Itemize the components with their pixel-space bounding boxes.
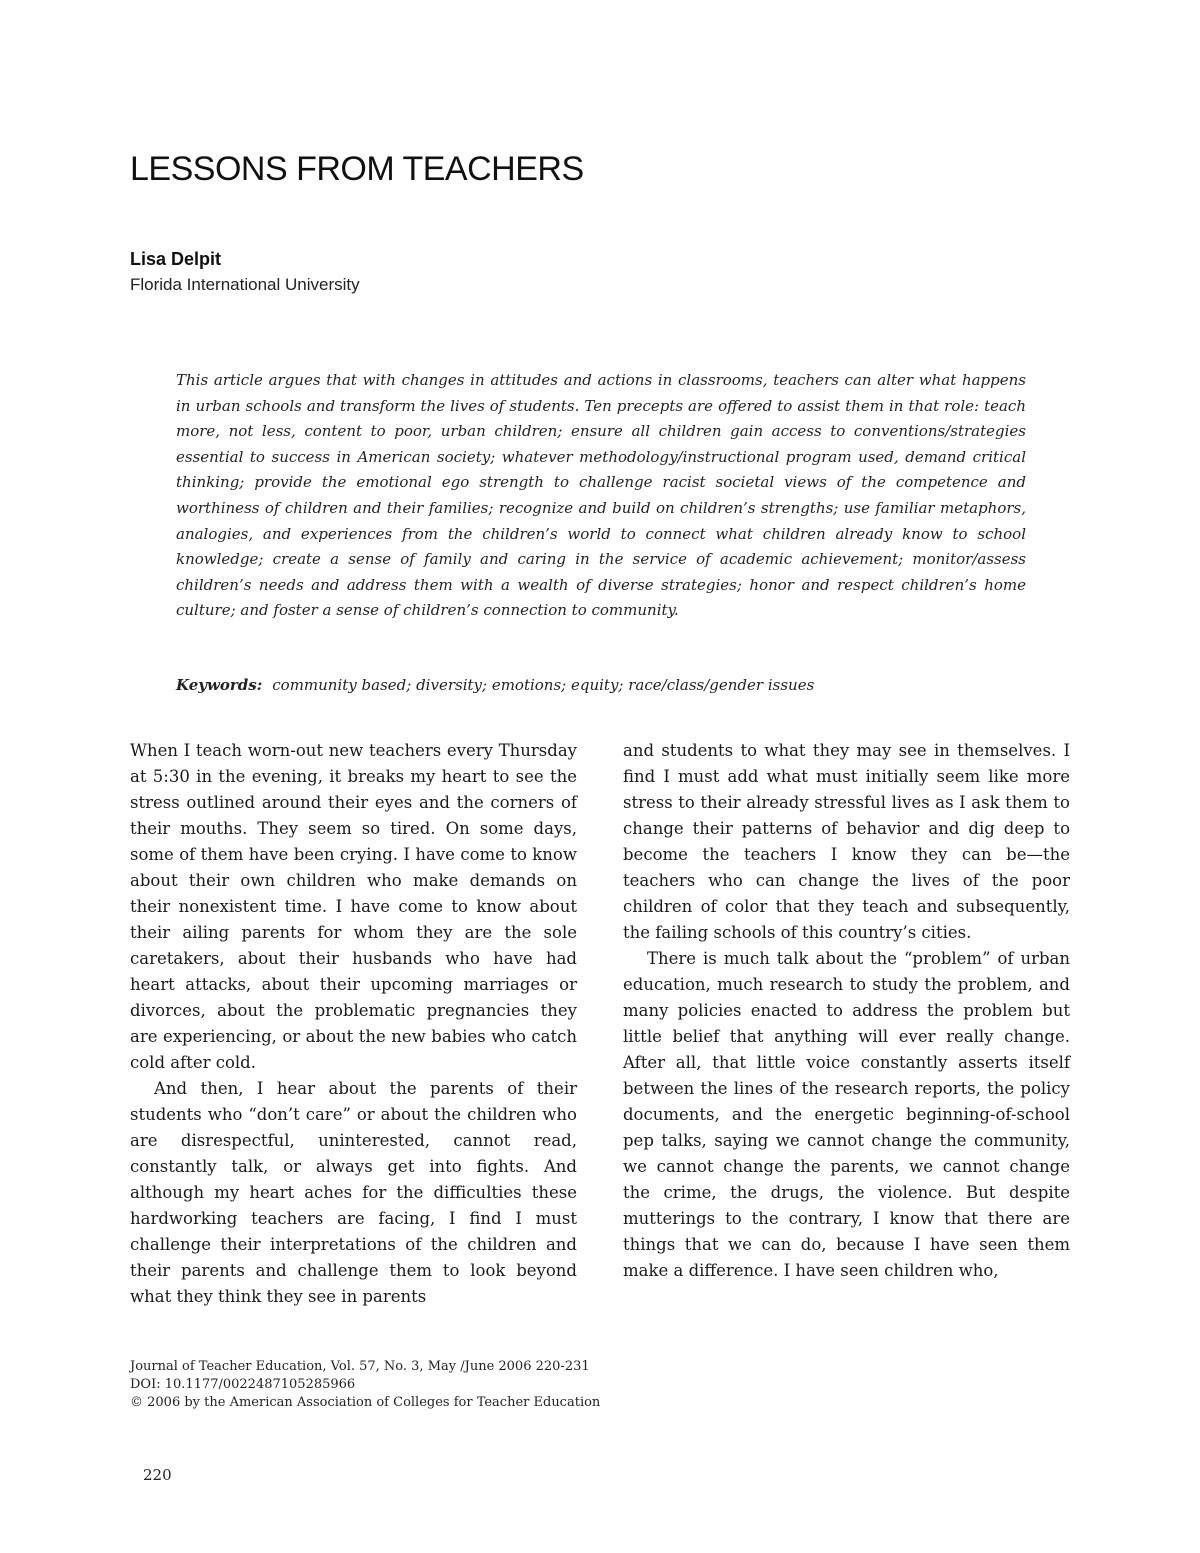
body-column-right bbox=[623, 738, 1070, 1284]
body-column-left bbox=[130, 738, 577, 1310]
body-paragraph: There is much talk about the “problem” of urban education, much research to study the problem, and many policies enacted to address the problem but little belief that anything will ever really change. After all, that little voice constantly asserts itself between the lines of the research reports, the policy documents, and the energetic beginning-of-school pep talks, saying we cannot change the community, we cannot change the parents, we cannot change the crime, the drugs, the violence. But despite mutterings to the contrary, I know that there are things that we can do, because I have seen them make a difference. I have seen children who, bbox=[623, 949, 1070, 1280]
keywords-label: Keywords: bbox=[176, 676, 263, 694]
article-title: LESSONS FROM TEACHERS bbox=[130, 150, 584, 188]
body-paragraph: When I teach worn-out new teachers every Thursday at 5:30 in the evening, it breaks my heart to see the stress outlined around their eyes and the corners of their mouths. They seem so tired. On some days, some of them have been crying. I have come to know about their own children who make demands on their nonexistent time. I have come to know about their ailing parents for whom they are the sole caretakers, about their husbands who have had heart attacks, about their upcoming marriages or divorces, about the problematic pregnancies they are experiencing, or about the new babies who catch cold after cold. bbox=[130, 741, 577, 1072]
journal-citation: Journal of Teacher Education, Vol. 57, No. 3, May /June 2006 220-231 bbox=[130, 1359, 590, 1374]
page-number: 220 bbox=[143, 1466, 172, 1484]
keywords-value: community based; diversity; emotions; equity; race/class/gender issues bbox=[272, 676, 815, 694]
citation-footer bbox=[130, 1358, 600, 1412]
author-affiliation: Florida International University bbox=[130, 275, 360, 294]
body-paragraph: and students to what they may see in themselves. I find I must add what must initially seem like more stress to their already stressful lives as I ask them to change their patterns of behavior and dig deep to become the teachers I know they can be—the teachers who can change the lives of the poor children of color that they teach and subsequently, the failing schools of this country’s cities. bbox=[623, 741, 1070, 942]
body-paragraph: And then, I hear about the parents of their students who “don’t care” or about the children who are disrespectful, uninterested, cannot read, constantly talk, or always get into fights. And although my heart aches for the difficulties these hardworking teachers are facing, I find I must challenge their interpretations of the children and their parents and challenge them to look beyond what they think they see in parents bbox=[130, 1079, 577, 1306]
keywords bbox=[176, 676, 814, 694]
author-name: Lisa Delpit bbox=[130, 249, 222, 269]
copyright-notice: © 2006 by the American Association of Colleges for Teacher Education bbox=[130, 1395, 601, 1410]
abstract: This article argues that with changes in attitudes and actions in classrooms, teachers can alter what happens in urban schools and transform the lives of students. Ten precepts are offered to assist them in that role: teach more, not less, content to poor, urban children; ensure all children gain access to conventions/strategies essential to success in American society; whatever methodology/instructional program used, demand critical thinking; provide the emotional ego strength to challenge racist societal views of the competence and worthiness of children and their families; recognize and build on children’s strengths; use familiar metaphors, analogies, and experiences from the children’s world to connect what children already know to school knowledge; create a sense of family and caring in the service of academic achievement; monitor/assess children’s needs and address them with a wealth of diverse strategies; honor and respect children’s home culture; and foster a sense of children’s connection to community. bbox=[176, 371, 1026, 620]
doi: DOI: 10.1177/0022487105285966 bbox=[130, 1377, 356, 1392]
